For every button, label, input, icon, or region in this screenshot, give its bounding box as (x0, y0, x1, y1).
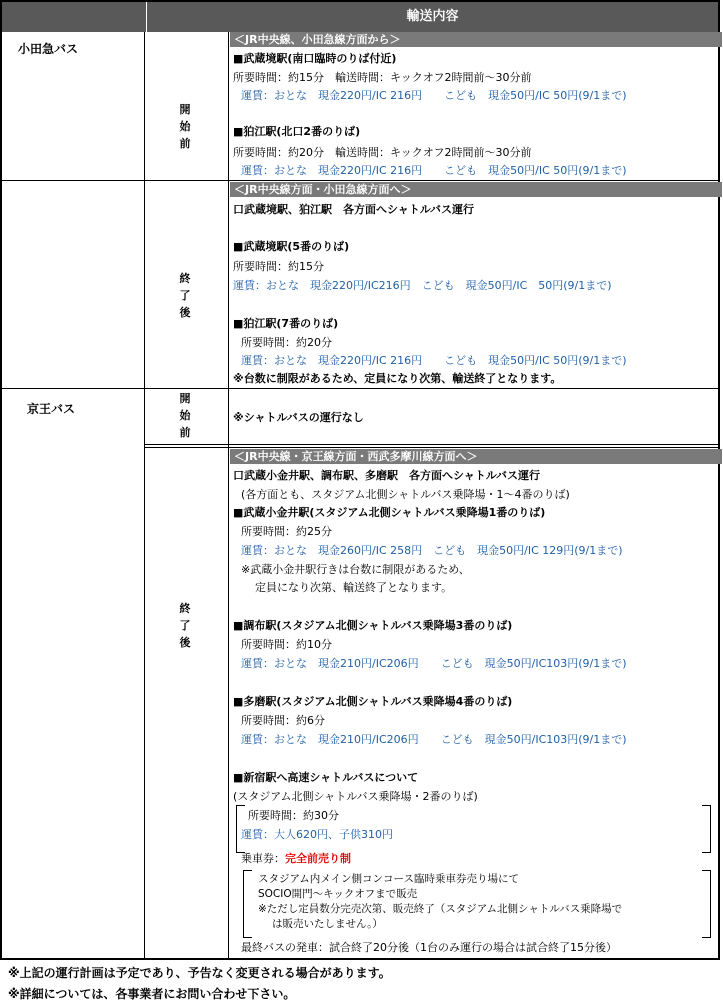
odakyu-before-s1-time: 所要時間：約15分 輸送時間：キックオフ2時間前〜30分前 (233, 71, 532, 84)
odakyu-after-s1-time: 所要時間：約15分 (233, 260, 324, 273)
odakyu-before-s1-fare: 運賃：おとな 現金220円/IC 216円 こども 現金50円/IC 50円(9/1まで) (241, 89, 627, 102)
keio-after-band: ＜JR中央線・京王線方面・西武多摩川線方面へ＞ (230, 449, 722, 464)
header-title: 輸送内容 (147, 2, 718, 32)
sales-line-3: ※ただし定員数分完売次第、販売終了（スタジアム北側シャトルバス乗降場で (258, 903, 623, 915)
keio-after-s3-time: 所要時間：約6分 (241, 714, 325, 727)
company-odakyu: 小田急バス (18, 42, 79, 56)
grid-line (144, 32, 145, 960)
ticket-line (241, 851, 351, 866)
keio-after-s2-title: ■調布駅(スタジアム北側シャトルバス乗降場3番のりば) (233, 619, 513, 632)
odakyu-after-s1-fare: 運賃：おとな 現金220円/IC216円 こども 現金50円/IC 50円(9/1まで) (233, 279, 612, 292)
odakyu-after-s2-time: 所要時間：約20分 (241, 336, 332, 349)
keio-after-s3-title: ■多磨駅(スタジアム北側シャトルバス乗降場4番のりば) (233, 695, 513, 708)
footnote-2: ※詳細については、各事業者にお問い合わせ下さい。 (8, 987, 296, 1001)
keio-after-express-fare: 運賃：大人620円、子供310円 (241, 828, 393, 841)
sales-line-2: SOCIO開門〜キックオフまで販売 (258, 888, 418, 900)
sales-line-4: は販売いたしません。） (272, 918, 383, 930)
odakyu-after-s2-fare: 運賃：おとな 現金220円/IC 216円 こども 現金50円/IC 50円(9/1まで) (241, 354, 627, 367)
odakyu-before-s2-fare: 運賃：おとな 現金220円/IC 216円 こども 現金50円/IC 50円(9/1まで) (241, 164, 627, 177)
sales-line-1: スタジアム内メイン側コンコース臨時乗車券売り場にて (258, 873, 520, 885)
keio-after-express-time: 所要時間：約30分 (248, 809, 339, 822)
keio-after-s1-time: 所要時間：約25分 (241, 525, 332, 538)
keio-after-s2-time: 所要時間：約10分 (241, 638, 332, 651)
ticket-label: 乗車券： (241, 852, 285, 865)
keio-after-last-bus: 最終バスの発車：試合終了20分後（1台のみ運行の場合は試合終了15分後） (241, 941, 617, 954)
keio-before-text: ※シャトルバスの運行なし (233, 411, 364, 424)
footnote-1: ※上記の運行計画は予定であり、予告なく変更される場合があります。 (8, 966, 391, 980)
odakyu-after-s2-title: ■狛江駅(7番のりば) (233, 317, 339, 330)
stage-odakyu-before: 開 始 前 (179, 103, 191, 150)
grid-line (144, 447, 718, 448)
grid-line (228, 32, 229, 960)
stage-keio-before: 開 始 前 (179, 392, 191, 439)
odakyu-after-band: ＜JR中央線方面・小田急線方面へ＞ (230, 182, 722, 197)
keio-after-s2-fare: 運賃：おとな 現金210円/IC206円 こども 現金50円/IC103円(9/1まで) (241, 657, 627, 670)
grid-line (2, 180, 718, 181)
grid-line (144, 444, 718, 445)
odakyu-before-s1-title: ■武蔵境駅(南口臨時のりば付近) (233, 52, 397, 65)
odakyu-before-band: ＜JR中央線、小田急線方面から＞ (230, 32, 722, 47)
keio-after-s1-title: ■武蔵小金井駅(スタジアム北側シャトルバス乗降場1番のりば) (233, 506, 546, 519)
keio-after-s3-fare: 運賃：おとな 現金210円/IC206円 こども 現金50円/IC103円(9/1まで) (241, 733, 627, 746)
keio-after-s1-note1: ※武蔵小金井駅行きは台数に制限があるため、 (241, 563, 470, 576)
company-keio: 京王バス (27, 402, 76, 416)
odakyu-after-note: ※台数に制限があるため、定員になり次第、輸送終了となります。 (233, 372, 562, 385)
odakyu-after-s1-title: ■武蔵境駅(5番のりば) (233, 240, 350, 253)
stage-odakyu-after: 終 了 後 (179, 272, 191, 319)
keio-after-s1-note2: 定員になり次第、輸送終了となります。 (255, 581, 453, 594)
odakyu-before-s2-title: ■狛江駅(北口2番のりば) (233, 125, 361, 138)
keio-after-s1-fare: 運賃：おとな 現金260円/IC 258円 こども 現金50円/IC 129円(9/1まで) (241, 544, 623, 557)
keio-after-express-sub: (スタジアム北側シャトルバス乗降場・2番のりば) (233, 790, 478, 803)
keio-after-intro-sub: (各方面とも、スタジアム北側シャトルバス乗降場・1〜4番のりば) (241, 488, 570, 501)
express-right-bracket (702, 805, 711, 853)
odakyu-after-intro: 口武蔵境駅、狛江駅 各方面へシャトルバス運行 (233, 203, 475, 216)
header-blank-cell (2, 2, 147, 32)
ticket-value: 完全前売り制 (285, 852, 351, 865)
keio-after-intro: 口武蔵小金井駅、調布駅、多磨駅 各方面へシャトルバス運行 (233, 469, 541, 482)
sales-right-bracket (702, 870, 711, 938)
sales-left-bracket (243, 870, 252, 938)
keio-after-express-title: ■新宿駅へ高速シャトルバスについて (233, 771, 419, 784)
odakyu-before-s2-time: 所要時間：約20分 輸送時間：キックオフ2時間前〜30分前 (233, 146, 532, 159)
grid-line (2, 388, 718, 389)
stage-keio-after: 終 了 後 (179, 602, 191, 649)
